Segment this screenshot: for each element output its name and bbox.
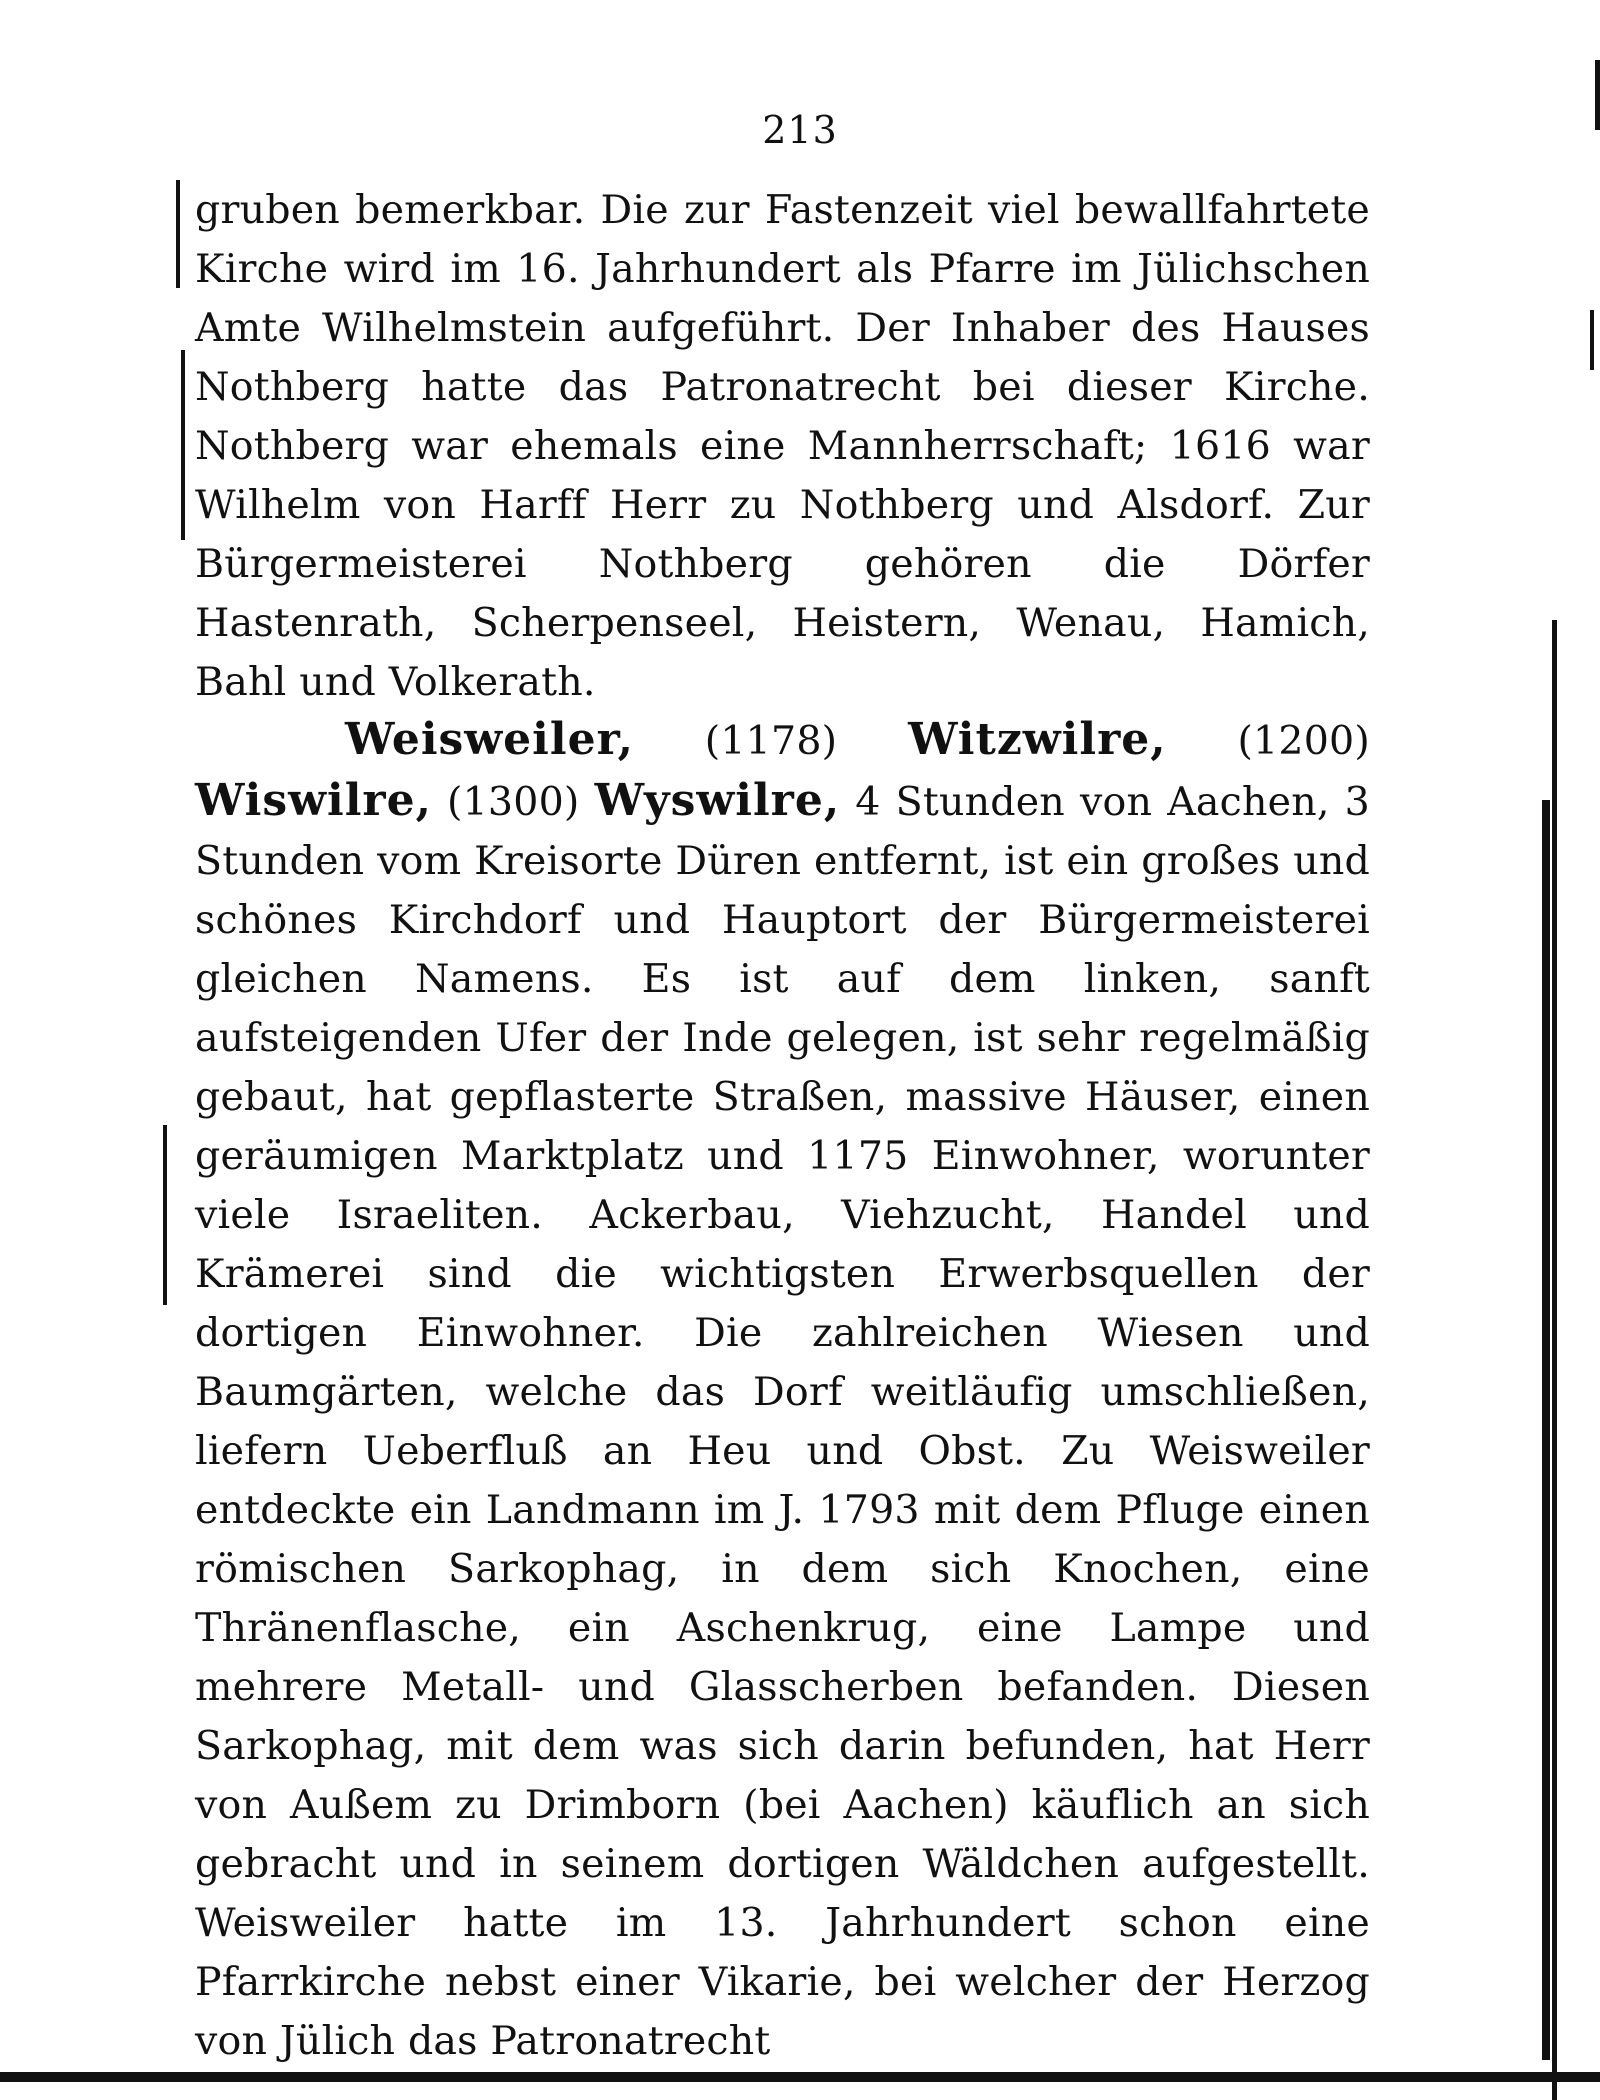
margin-mark (176, 180, 180, 288)
page-edge-shadow (1595, 60, 1600, 130)
year-1300: (1300) (431, 779, 595, 825)
page-number: 213 (762, 108, 838, 152)
paragraph-nothberg: gruben bemerkbar. Die zur Fastenzeit viel bewallfahrtete Kirche wird im 16. Jahrhundert als Pfarre im Jülichschen Amte Wilhelmstein aufgeführt. Der Inhaber des Hauses Nothberg hatte das Patronatrecht bei dieser Kirche. Nothberg war ehemals eine Mannherrschaft; 1616 war Wilhelm von Harff Herr zu Nothberg und Alsdorf. Zur Bürgermeisterei Nothberg gehören die Dörfer Hastenrath, Scherpenseel, Heistern, Wenau, Hamich, Bahl und Volkerath. (195, 187, 1370, 705)
margin-mark (181, 350, 185, 540)
lemma-witzwilre: Witzwilre, (908, 714, 1167, 765)
page-edge-shadow (1552, 620, 1557, 2100)
page-edge-shadow (1590, 310, 1594, 370)
page-bottom-edge (0, 2072, 1600, 2082)
paragraph-weisweiler (195, 710, 1370, 2071)
page-edge-shadow (1542, 800, 1550, 2060)
year-1178: (1178) (633, 718, 909, 764)
margin-mark (163, 1125, 167, 1305)
lemma-wyswilre: Wyswilre, (594, 775, 841, 826)
lemma-wiswilre: Wiswilre, (195, 775, 432, 826)
paragraph-body: 4 Stunden von Aachen, 3 Stunden vom Kreisorte Düren entfernt, ist ein großes und schönes Kirchdorf und Hauptort der Bürgermeisterei gleichen Namens. Es ist auf dem linken, sanft aufsteigenden Ufer der Inde gelegen, ist sehr regelmäßig gebaut, hat gepflasterte Straßen, massive Häuser, einen geräumigen Marktplatz und 1175 Einwohner, worunter viele Israeliten. Ackerbau, Viehzucht, Handel und Krämerei sind die wichtigsten Erwerbsquellen der dortigen Einwohner. Die zahlreichen Wiesen und Baumgärten, welche das Dorf weitläufig umschließen, liefern Ueberfluß an Heu und Obst. Zu Weisweiler entdeckte ein Landmann im J. 1793 mit dem Pfluge einen römischen Sarkophag, in dem sich Knochen, eine Thränenflasche, ein Aschenkrug, eine Lampe und mehrere Metall- und Glasscherben befanden. Diesen Sarkophag, mit dem was sich darin befunden, hat Herr von Außem zu Drimborn (bei Aachen) käuflich an sich gebracht und in seinem dortigen Wäldchen aufgestellt. Weisweiler hatte im 13. Jahrhundert schon eine Pfarrkirche nebst einer Vikarie, bei welcher der Herzog von Jülich das Patronatrecht (195, 779, 1370, 2064)
year-1200: (1200) (1166, 718, 1370, 764)
lemma-weisweiler: Weisweiler, (345, 714, 634, 765)
